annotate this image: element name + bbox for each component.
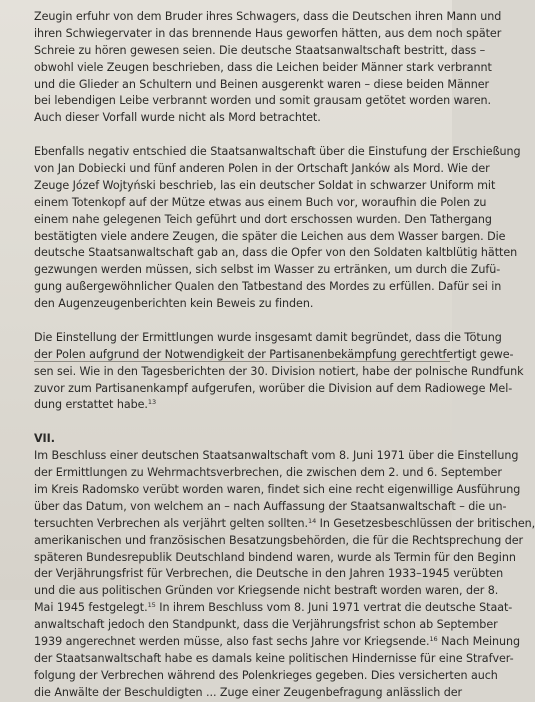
line-text: der Staatsanwaltschaft habe es damals keine politischen Hindernisse für eine Strafver- xyxy=(34,651,514,665)
text-line xyxy=(34,482,521,499)
text-line xyxy=(34,499,507,516)
text-line xyxy=(34,9,502,26)
section-rule xyxy=(34,361,450,362)
footnote-marker: 14 xyxy=(308,516,317,525)
line-text: den Augenzeugenberichten kein Beweis zu finden. xyxy=(34,297,314,311)
line-text: Im Beschluss einer deutschen Staatsanwaltschaft vom 8. Juni 1971 über die Einstellung xyxy=(34,449,519,463)
line-text-continued: In ihrem Beschluss vom 8. Juni 1971 vertrat die deutsche Staat- xyxy=(155,601,513,615)
text-line xyxy=(34,364,524,381)
text-line xyxy=(34,195,487,212)
text-line xyxy=(34,516,535,533)
text-line xyxy=(34,110,444,127)
text-line xyxy=(34,566,504,583)
line-text: die Anwälte der Beschuldigten ... Zuge einer Zeugenbefragung anlässlich der xyxy=(34,685,463,699)
line-text: sen sei. Wie in den Tagesberichten der 30. Division notiert, habe der polnische Rundfunk xyxy=(34,364,524,378)
text-line xyxy=(34,93,491,110)
line-text: der Ermittlungen zu Wehrmachtsverbrechen, die zwischen dem 2. und 6. September xyxy=(34,466,502,480)
line-text: gung außergewöhnlicher Qualen den Tatbestand des Mordes zu erfüllen. Dafür sei in xyxy=(34,280,502,294)
line-text: der Verjährungsfrist für Verbrechen, die Deutsche in den Jahren 1933–1945 verübten xyxy=(34,567,504,581)
line-text: zuvor zum Partisanenkampf aufgerufen, worüber die Division auf dem Radiowege Mel- xyxy=(34,381,513,395)
line-text: dung erstattet habe. xyxy=(34,398,148,412)
line-text: bei lebendigen Leibe verbrannt worden und somit grausam getötet worden waren. xyxy=(34,94,491,108)
text-line xyxy=(34,212,492,229)
line-text: Zeugin erfuhr von dem Bruder ihres Schwagers, dass die Deutschen ihren Mann und xyxy=(34,10,502,23)
line-text: Die Einstellung der Ermittlungen wurde insgesamt damit begründet, dass die Tötung xyxy=(34,330,502,344)
text-line xyxy=(34,161,490,178)
page-text xyxy=(34,9,535,702)
line-text: anwaltschaft jedoch den Standpunkt, dass die Verjährungsfrist schon ab September xyxy=(34,618,498,632)
line-text: gezwungen werden müssen, sich selbst im Wasser zu ertränken, um durch die Zufü- xyxy=(34,263,501,277)
line-text: deutsche Staatsanwaltschaft gab an, dass die Opfer von den Soldaten kaltblütig hätten xyxy=(34,246,518,260)
text-line xyxy=(34,229,506,246)
line-text: von Jan Dobiecki und fünf anderen Polen in der Ortschaft Janków als Mord. Wie der xyxy=(34,162,490,176)
line-text: späteren Bundesrepublik Deutschland bindend waren, wurde als Termin für den Beginn xyxy=(34,550,516,564)
text-line xyxy=(34,279,502,296)
text-line xyxy=(34,26,502,43)
text-line xyxy=(34,465,502,482)
section-body xyxy=(34,448,535,701)
text-line xyxy=(34,668,498,685)
paragraph-2 xyxy=(34,144,521,313)
text-line xyxy=(34,685,463,702)
text-line xyxy=(34,550,516,567)
text-line xyxy=(34,617,498,634)
line-text: einem nahe gelegenen Teich geführt und dort erschossen wurden. Den Tathergang xyxy=(34,212,492,226)
line-text: obwohl viele Zeugen beschrieben, dass die Leichen beider Männer stark verbrannt xyxy=(34,60,492,74)
text-line xyxy=(34,60,492,77)
line-text: Schreie zu hören gewesen seien. Die deutsche Staatsanwaltschaft bestritt, dass – xyxy=(34,43,486,57)
line-text-continued: In Gesetzesbeschlüssen der britischen, xyxy=(316,516,535,530)
text-line xyxy=(34,583,499,600)
paragraph-3 xyxy=(34,330,524,414)
line-text: bestätigten viele andere Zeugen, die später die Leichen aus dem Wasser bargen. Die xyxy=(34,229,506,243)
text-line xyxy=(34,448,519,465)
text-line xyxy=(34,245,518,262)
text-line xyxy=(34,77,490,94)
line-text: und die Glieder an Schultern und Beinen ausgerenkt waren – diese beiden Männer xyxy=(34,77,490,91)
text-line xyxy=(34,651,514,668)
footnote-marker: 16 xyxy=(429,634,438,643)
text-line xyxy=(34,296,444,313)
text-line xyxy=(34,43,486,60)
line-text: 1939 angerechnet werden müsse, also fast sechs Jahre vor Kriegsende. xyxy=(34,634,430,648)
footnote-marker: 13 xyxy=(147,398,157,407)
line-text: einem Totenkopf auf der Mütze etwas aus einem Buch vor, woraufhin die Polen zu xyxy=(34,195,487,209)
line-text: tersuchten Verbrechen als verjährt gelten sollten. xyxy=(34,516,309,530)
text-line xyxy=(34,397,444,414)
line-text: und die aus politischen Gründen vor Kriegsende nicht bestraft worden waren, der 8. xyxy=(34,584,499,598)
section-heading: VII. xyxy=(34,432,55,446)
text-line xyxy=(34,533,524,550)
line-text: amerikanischen und französischen Besatzungsbehörden, die für die Rechtsprechung der xyxy=(34,533,524,547)
line-text: Zeuge Józef Wojtyński beschrieb, las ein deutscher Soldat in schwarzer Uniform mit xyxy=(34,178,496,192)
text-line xyxy=(34,330,502,347)
text-line xyxy=(34,262,501,279)
paragraph-1 xyxy=(34,9,502,127)
text-line xyxy=(34,381,513,398)
line-text: Ebenfalls negativ entschied die Staatsanwaltschaft über die Einstufung der Erschießung xyxy=(34,145,521,159)
line-text-continued: Nach Meinung xyxy=(437,634,521,648)
line-text: folgung der Verbrechen während des Polenkrieges gegeben. Dies versicherten auch xyxy=(34,668,498,682)
line-text: ihren Schwiegervater in das brennende Haus geworfen hätten, aus dem noch später xyxy=(34,26,502,40)
text-line xyxy=(34,634,521,651)
section-vii xyxy=(34,431,535,701)
line-text: Mai 1945 festgelegt. xyxy=(34,601,148,615)
text-line xyxy=(34,144,521,161)
text-line xyxy=(34,600,513,617)
footnote-marker: 15 xyxy=(147,601,156,610)
text-line xyxy=(34,178,496,195)
line-text: im Kreis Radomsko verübt worden waren, findet sich eine recht eigenwillige Ausführung xyxy=(34,482,521,496)
line-text: Auch dieser Vorfall wurde nicht als Mord betrachtet. xyxy=(34,111,321,125)
line-text: über das Datum, von welchem an – nach Auffassung der Staatsanwaltschaft – die un- xyxy=(34,499,507,513)
line-text: der Polen aufgrund der Notwendigkeit der Partisanenbekämpfung gerechtfertigt gewe- xyxy=(34,347,514,361)
